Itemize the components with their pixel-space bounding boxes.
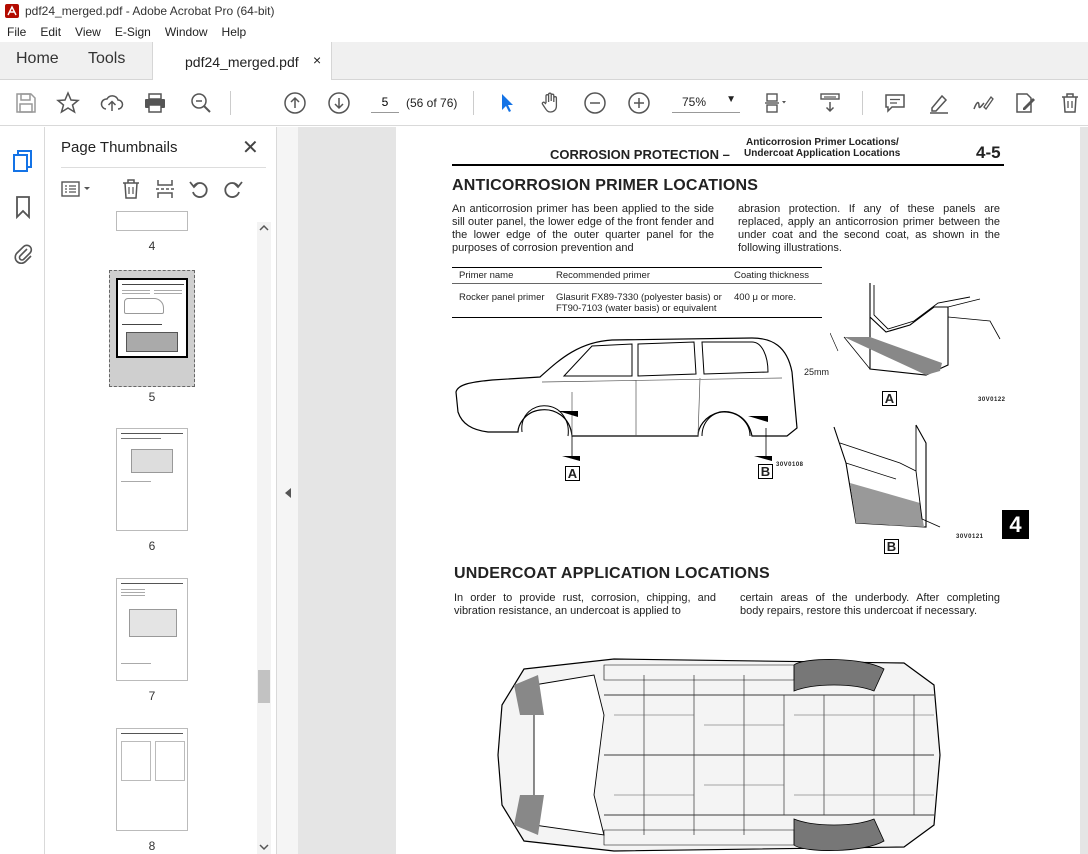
table-rule [452, 267, 822, 268]
underbody-figure [494, 655, 944, 854]
toolbar-divider [862, 91, 863, 115]
chapter-tab: 4 [1002, 510, 1029, 539]
header-rule [452, 164, 1004, 166]
title-bar [0, 0, 1088, 22]
primer-table [452, 267, 822, 319]
delete-page-icon[interactable] [120, 178, 142, 200]
panel-splitter[interactable] [276, 127, 298, 854]
hand-tool-icon[interactable] [539, 91, 563, 115]
thumbnail-scrollbar-thumb[interactable] [258, 670, 270, 703]
undercoat-text-left: In order to provide rust, corrosion, chipping, and vibration resistance, an undercoat is applied to [454, 592, 716, 617]
menu-bar [0, 22, 1088, 42]
figure-code: 30V0108 [776, 462, 804, 468]
chevron-down-icon: ▼ [726, 94, 736, 105]
upload-cloud-icon[interactable] [100, 91, 124, 115]
save-icon[interactable] [14, 91, 38, 115]
highlight-pen-icon[interactable] [927, 91, 951, 115]
zoom-search-icon[interactable] [189, 91, 213, 115]
comment-icon[interactable] [883, 91, 907, 115]
close-panel-icon[interactable]: ✕ [242, 137, 259, 159]
tab-bar [0, 42, 1088, 80]
document-tab-label: pdf24_merged.pdf [185, 54, 299, 70]
zoom-value: 75% [682, 95, 707, 109]
page-thumbnails-icon[interactable] [12, 149, 34, 173]
page-number-input[interactable] [371, 91, 399, 113]
scroll-mode-icon[interactable] [818, 91, 842, 115]
page-number-label: 4-5 [976, 143, 1001, 162]
menu-view[interactable]: View [75, 25, 101, 39]
edit-pdf-icon[interactable] [1013, 91, 1037, 115]
figure-label-a: A [565, 466, 580, 481]
table-rule [452, 283, 822, 284]
select-pointer-icon[interactable] [495, 91, 519, 115]
bookmark-star-icon[interactable] [56, 91, 80, 115]
attachments-paperclip-icon[interactable] [12, 241, 34, 265]
zoom-in-icon[interactable] [627, 91, 651, 115]
detail-label-a: A [882, 391, 897, 406]
table-cell: Glasurit FX89-7330 (polyester basis) or FT90-7103 (water basis) or equivalent [556, 292, 722, 314]
print-icon[interactable] [143, 91, 167, 115]
toolbar-divider [473, 91, 474, 115]
thumbnail-page-7[interactable] [116, 578, 188, 681]
figure-code: 30V0121 [956, 534, 984, 540]
thumbnail-number: 8 [148, 839, 156, 853]
panel-divider [61, 167, 266, 168]
thumbnail-number: 6 [148, 539, 156, 553]
tab-home[interactable]: Home [16, 50, 59, 67]
thumbnail-number: 5 [148, 390, 156, 404]
panel-title: Page Thumbnails [61, 139, 178, 156]
undercoat-text-right: certain areas of the underbody. After completing body repairs, restore this undercoat if necessary. [740, 592, 1000, 617]
car-side-figure [452, 332, 802, 482]
detail-label-b: B [884, 539, 899, 554]
page-header-section: CORROSION PROTECTION – [550, 147, 730, 162]
detail-b-figure [830, 423, 990, 535]
previous-page-icon[interactable] [283, 91, 307, 115]
section-title-primer: ANTICORROSION PRIMER LOCATIONS [452, 177, 759, 194]
tab-document[interactable] [152, 42, 332, 81]
close-tab-icon[interactable]: × [313, 52, 322, 68]
insert-page-icon[interactable] [154, 178, 176, 200]
page-count: (56 of 76) [406, 96, 458, 110]
figure-label-b: B [758, 464, 773, 479]
tab-tools[interactable]: Tools [88, 50, 126, 67]
left-rail [0, 127, 45, 854]
thumbnail-page-4[interactable] [116, 211, 188, 231]
thumbnail-number: 7 [148, 689, 156, 703]
table-header: Primer name [459, 270, 514, 281]
menu-file[interactable]: File [7, 25, 27, 39]
scroll-down-icon[interactable] [259, 842, 269, 852]
primer-text-left: An anticorrosion primer has been applied to the side sill outer panel, the lower edge of the front fender and the lower edge of the outer quarter panel for the purposes of corrosion prevention and [452, 203, 714, 254]
table-rule [452, 317, 822, 318]
toolbar-divider [230, 91, 231, 115]
dimension-label: 25mm [804, 367, 830, 377]
thumbnail-page-6[interactable] [116, 428, 188, 531]
section-title-undercoat: UNDERCOAT APPLICATION LOCATIONS [454, 565, 770, 582]
pdf-page [396, 127, 1080, 854]
zoom-select[interactable] [672, 91, 740, 113]
table-cell: 400 μ or more. [734, 292, 796, 303]
menu-esign[interactable]: E-Sign [114, 25, 151, 39]
primer-text-right: abrasion protection. If any of these panels are replaced, apply an anticorrosion primer between the under coat and the second coat, as shown in the following illustrations. [738, 203, 1000, 254]
page-fit-icon[interactable] [763, 91, 787, 115]
page-header-subtitle-2: Undercoat Application Locations [744, 148, 901, 159]
next-page-icon[interactable] [327, 91, 351, 115]
thumbnail-page-8[interactable] [116, 728, 188, 831]
menu-help[interactable]: Help [221, 25, 247, 39]
rotate-counterclockwise-icon[interactable] [188, 178, 210, 200]
rotate-clockwise-icon[interactable] [222, 178, 244, 200]
delete-trash-icon[interactable] [1058, 91, 1082, 115]
acrobat-logo-icon [5, 4, 19, 18]
figure-code: 30V0122 [978, 397, 1006, 403]
thumbnail-options-icon[interactable] [60, 179, 96, 199]
bookmarks-icon[interactable] [14, 195, 32, 219]
menu-edit[interactable]: Edit [40, 25, 62, 39]
thumbnail-number: 4 [148, 239, 156, 253]
table-header: Coating thickness [734, 270, 809, 281]
collapse-panel-icon[interactable] [284, 487, 292, 499]
thumbnail-page-5[interactable] [116, 278, 188, 358]
scroll-up-icon[interactable] [259, 223, 269, 233]
table-cell: Rocker panel primer [459, 292, 545, 303]
detail-a-figure [830, 277, 1010, 402]
sign-icon[interactable] [970, 91, 994, 115]
thumbnail-scrollbar[interactable] [257, 222, 271, 854]
zoom-out-icon[interactable] [583, 91, 607, 115]
page-header-subtitle: Anticorrosion Primer Locations/ [746, 137, 899, 148]
window-title: pdf24_merged.pdf - Adobe Acrobat Pro (64-bit) [25, 4, 275, 18]
menu-window[interactable]: Window [164, 25, 208, 39]
table-header: Recommended primer [556, 270, 650, 281]
